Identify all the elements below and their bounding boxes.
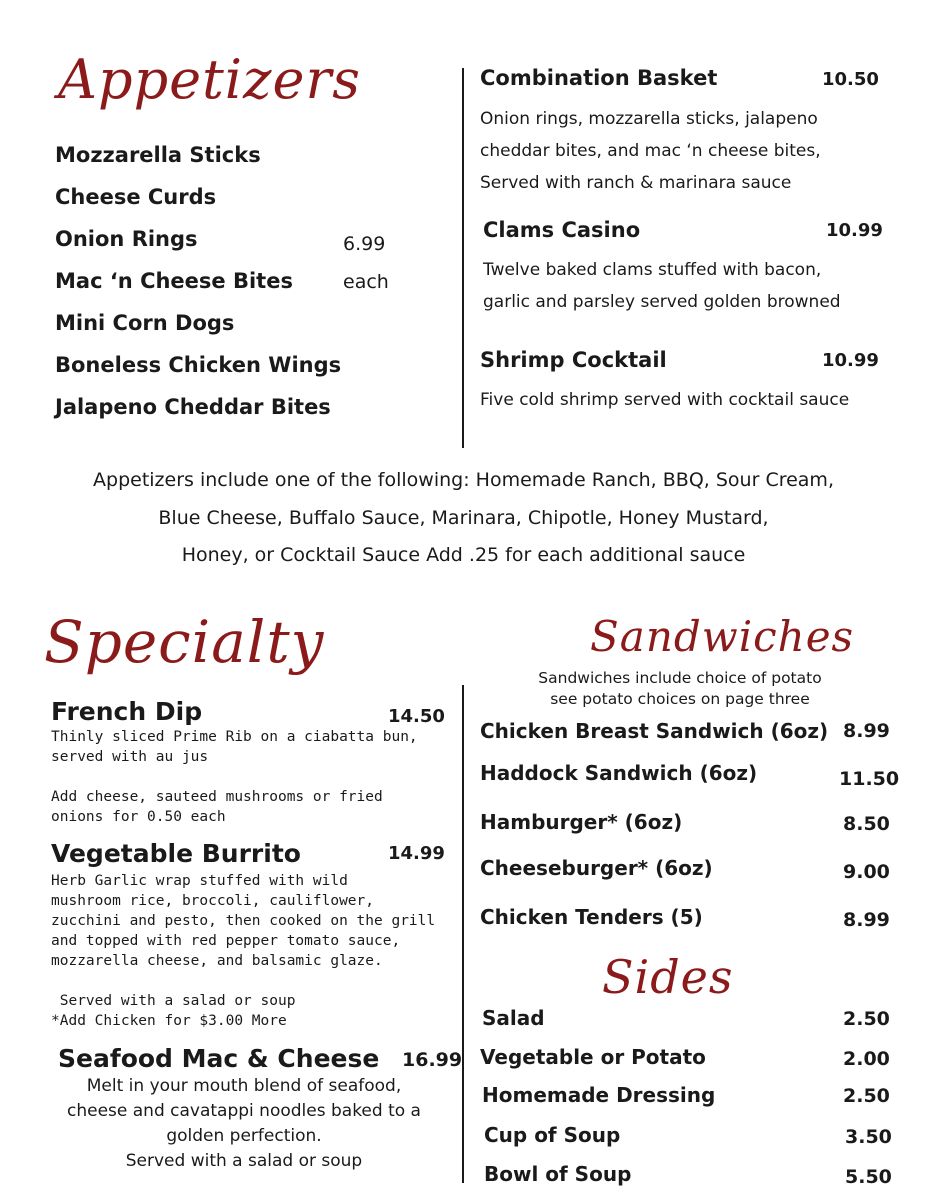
appetizer-item: Boneless Chicken Wings [55,353,342,377]
appetizer-item: Mozzarella Sticks [55,143,261,167]
column-divider [462,685,464,1183]
clams-casino-name: Clams Casino [483,218,641,242]
shrimp-cocktail-name: Shrimp Cocktail [480,348,667,372]
appetizer-item: Jalapeno Cheddar Bites [55,395,331,419]
sandwich-item: Chicken Tenders (5) [480,905,703,929]
sides-heading: Sides [602,950,734,1004]
sandwich-price: 8.99 [843,720,890,742]
appetizer-item: Mac ‘n Cheese Bites [55,269,293,293]
sauce-note: Appetizers include one of the following: Homemade Ranch, BBQ, Sour Cream, Blue Cheese, Buffalo Sauce, Marinara, Chipotle, Honey Mustard, Honey, or Cocktail Sauce Add .25 for each additional sauce [93,469,834,566]
seafood-mac-price: 16.99 [402,1049,463,1071]
appetizer-price-note: each [343,271,389,293]
side-item: Cup of Soup [484,1123,621,1147]
vegetable-burrito-price: 14.99 [388,843,445,864]
sandwich-item: Cheeseburger* (6oz) [480,856,713,880]
appetizers-heading: Appetizers [58,48,361,111]
side-price: 2.50 [843,1008,890,1030]
combination-basket-name: Combination Basket [480,66,718,90]
sandwich-price: 11.50 [839,768,900,790]
vegetable-burrito-desc: Herb Garlic wrap stuffed with wild mushroom rice, broccoli, cauliflower, zucchini and pesto, then cooked on the grill and topped with red pepper tomato sauce, mozzarella cheese, and balsamic glaze. Served with a salad or soup *Add Chicken for $3.00 More [51,873,436,1029]
appetizer-item: Cheese Curds [55,185,217,209]
sandwich-item: Hamburger* (6oz) [480,810,683,834]
combination-basket-price: 10.50 [822,69,879,90]
side-item: Homemade Dressing [482,1083,716,1107]
side-price: 2.00 [843,1048,890,1070]
side-price: 2.50 [843,1085,890,1107]
side-item: Salad [482,1006,545,1030]
shrimp-cocktail-desc: Five cold shrimp served with cocktail sauce [480,390,850,410]
french-dip-price: 14.50 [388,706,445,727]
french-dip-name: French Dip [51,697,203,726]
combination-basket-desc: Onion rings, mozzarella sticks, jalapeno cheddar bites, and mac ‘n cheese bites, Served with ranch & marinara sauce [480,109,821,193]
vegetable-burrito-name: Vegetable Burrito [51,839,301,868]
seafood-mac-desc: Melt in your mouth blend of seafood, cheese and cavatappi noodles baked to a golden perfection. Served with a salad or soup [67,1076,421,1171]
side-price: 3.50 [845,1126,892,1148]
appetizer-item: Mini Corn Dogs [55,311,235,335]
specialty-heading: Specialty [44,608,325,676]
clams-casino-desc: Twelve baked clams stuffed with bacon, garlic and parsley served golden browned [483,260,841,312]
french-dip-desc: Thinly sliced Prime Rib on a ciabatta bun, served with au jus Add cheese, sauteed mushrooms or fried onions for 0.50 each [51,729,418,825]
column-divider [462,68,464,448]
side-item: Bowl of Soup [484,1162,632,1186]
sandwiches-heading: Sandwiches [590,612,855,661]
sandwich-price: 8.50 [843,813,890,835]
appetizer-price: 6.99 [343,233,386,255]
sandwich-item: Chicken Breast Sandwich (6oz) [480,719,829,743]
sandwiches-note: Sandwiches include choice of potato see potato choices on page three [538,669,822,708]
clams-casino-price: 10.99 [826,220,883,241]
sandwich-item: Haddock Sandwich (6oz) [480,761,758,785]
sandwich-price: 9.00 [843,861,890,883]
sandwich-price: 8.99 [843,909,890,931]
side-item: Vegetable or Potato [480,1045,706,1069]
side-price: 5.50 [845,1166,892,1188]
appetizer-item: Onion Rings [55,227,198,251]
seafood-mac-name: Seafood Mac & Cheese [58,1044,380,1073]
shrimp-cocktail-price: 10.99 [822,350,879,371]
